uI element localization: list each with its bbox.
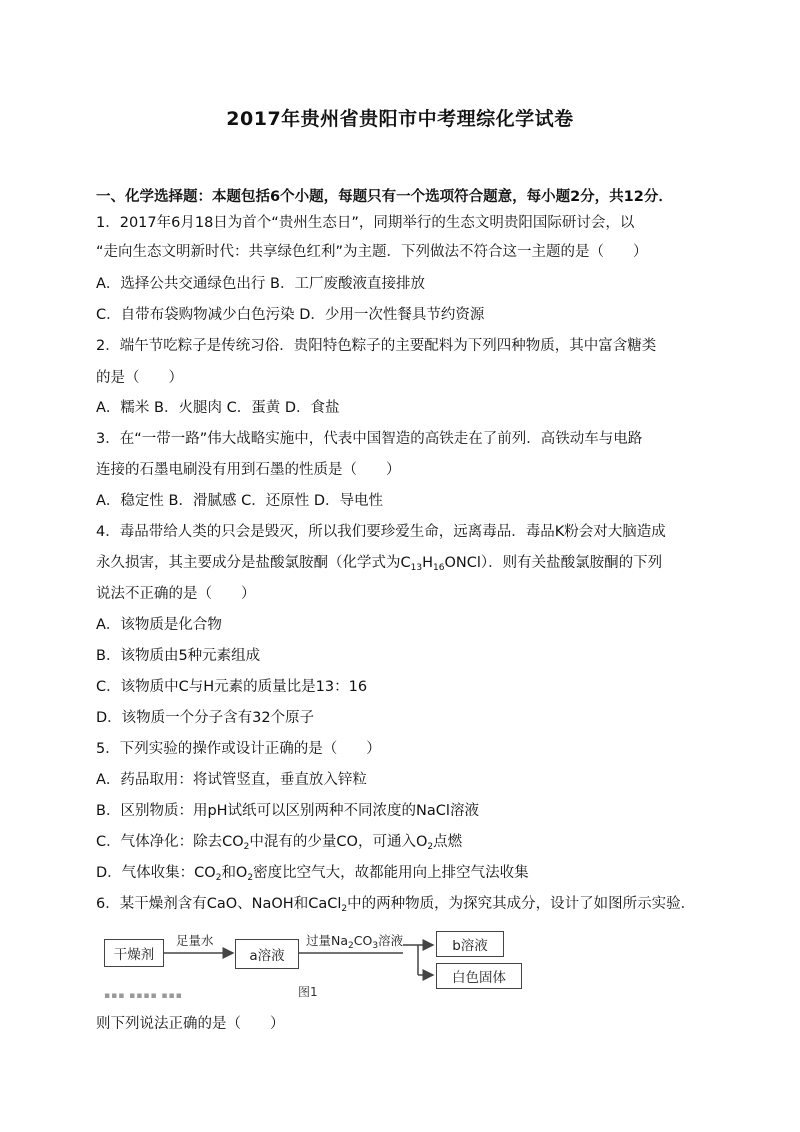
q1-options-cd: C．自带布袋购物减少白色污染 D．少用一次性餐具节约资源 <box>96 307 485 323</box>
experiment-figure <box>100 925 540 1005</box>
q6-line-1 <box>96 894 695 914</box>
q5-option-a: A．药品取用：将试管竖直，垂直放入锌粒 <box>96 772 367 788</box>
q2-options: A．糯米 B．火腿肉 C．蛋黄 D．食盐 <box>96 400 340 416</box>
q1-line-1: 1．2017年6月18日为首个“贵州生态日”，同期举行的生态文明贵阳国际研讨会，以 <box>96 215 635 231</box>
figure-scan-artifact: ▪▪▪ ▪▪▪▪ ▪▪▪ <box>104 991 183 1001</box>
q1-options-ab: A．选择公共交通绿色出行 B．工厂废酸液直接排放 <box>96 276 425 292</box>
q3-line-1: 3．在“一带一路”伟大战略实施中，代表中国智造的高铁走在了前列．高铁动车与电路 <box>96 431 643 447</box>
q5-c-subscript-2: 2 <box>427 842 434 852</box>
q4-line-3: 说法不正确的是（ ） <box>96 586 256 602</box>
q4-subscript-16: 16 <box>432 563 445 573</box>
q6-final-line: 则下列说法正确的是（ ） <box>96 1016 285 1032</box>
q2-line-1: 2．端午节吃粽子是传统习俗．贵阳特色粽子的主要配料为下列四种物质，其中富含糖类 <box>96 338 657 354</box>
q5-d-subscript: 2 <box>215 873 222 883</box>
q4-line-2-end: ONCl）．则有关盐酸氯胺酮的下列 <box>444 555 663 571</box>
section-header: 一、化学选择题：本题包括6个小题，每题只有一个选项符合题意，每小题2分，共12分． <box>96 189 673 205</box>
q5-d-part-2: 和O <box>221 865 248 881</box>
q3-options: A．稳定性 B．滑腻感 C．还原性 D．导电性 <box>96 493 383 509</box>
box-solution-b: b溶液 <box>436 931 504 957</box>
q4-line-2-text: 永久损害，其主要成分是盐酸氯胺酮（化学式为C <box>96 555 411 571</box>
solution-text: 溶液 <box>378 933 404 948</box>
q4-option-b: B．该物质由5种元素组成 <box>96 648 261 664</box>
q5-option-c <box>96 832 462 852</box>
q6-subscript: 2 <box>341 904 348 914</box>
co-text: CO <box>353 933 373 948</box>
q4-line-1: 4．毒品带给人类的只会是毁灭，所以我们要珍爱生命，远离毒品．毒品K粉会对大脑造成 <box>96 524 666 540</box>
q5-c-subscript: 2 <box>243 842 250 852</box>
q4-line-2 <box>96 553 662 573</box>
q5-option-b: B．区别物质：用pH试纸可以区别两种不同浓度的NaCl溶液 <box>96 803 479 819</box>
label-excess-na2co3 <box>306 931 403 949</box>
q3-line-2: 连接的石墨电刷没有用到石墨的性质是（ ） <box>96 462 401 478</box>
box-desiccant: 干燥剂 <box>104 939 164 967</box>
q6-part-1: 6．某干燥剂含有CaO、NaOH和CaCl <box>96 896 342 912</box>
q4-subscript-13: 13 <box>410 563 423 573</box>
q6-part-2: 中的两种物质，为探究其成分，设计了如图所示实验． <box>347 896 696 912</box>
q5-d-part-3: 密度比空气大，故都能用向上排空气法收集 <box>253 865 529 881</box>
q5-c-part-3: 点燃 <box>433 834 463 850</box>
q4-option-a: A．该物质是化合物 <box>96 617 222 633</box>
q5-d-subscript-2: 2 <box>247 873 254 883</box>
q4-h: H <box>422 555 433 571</box>
figure-caption: 图1 <box>298 985 318 999</box>
q5-c-part-2: 中混有的少量CO，可通入O <box>249 834 428 850</box>
label-excess-water: 足量水 <box>176 933 214 948</box>
q5-d-part-1: D．气体收集：CO <box>96 865 216 881</box>
q1-line-2: “走向生态文明新时代：共享绿色红利”为主题．下列做法不符合这一主题的是（ ） <box>96 244 648 260</box>
q5-line-1: 5．下列实验的操作或设计正确的是（ ） <box>96 741 381 757</box>
q5-option-d <box>96 863 529 883</box>
co-subscript: 3 <box>372 941 379 951</box>
q2-line-2: 的是（ ） <box>96 370 183 386</box>
na-subscript: 2 <box>348 941 354 951</box>
na-text: 过量Na <box>306 933 349 948</box>
box-white-solid: 白色固体 <box>436 963 522 989</box>
q4-option-c: C．该物质中C与H元素的质量比是13：16 <box>96 679 368 695</box>
page-title: 2017年贵州省贵阳市中考理综化学试卷 <box>226 108 574 130</box>
q4-option-d: D．该物质一个分子含有32个原子 <box>96 710 315 726</box>
q5-c-part-1: C．气体净化：除去CO <box>96 834 244 850</box>
box-solution-a: a溶液 <box>235 939 299 969</box>
